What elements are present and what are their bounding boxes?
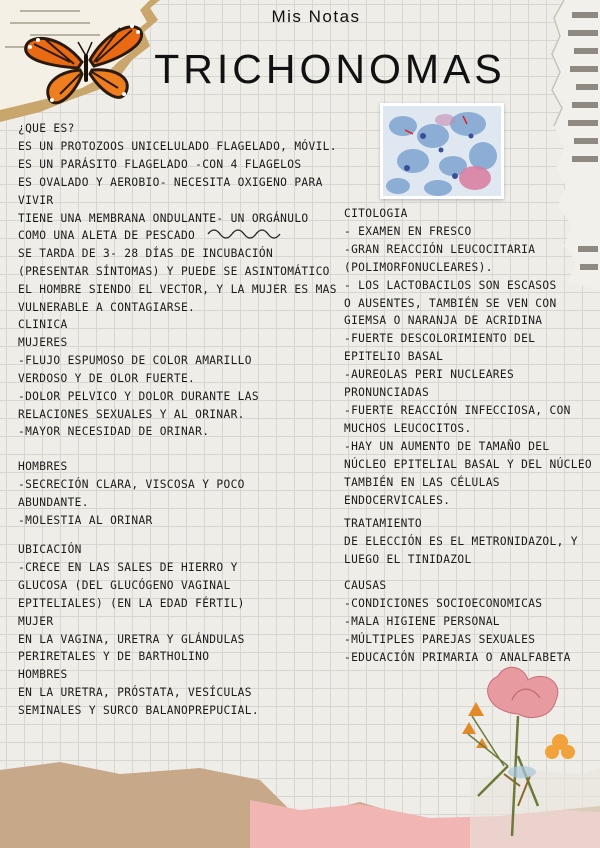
wave-doodle — [206, 226, 286, 240]
micrograph-photo — [383, 106, 501, 196]
causas-section: CAUSAS -CONDICIONES SOCIOECONOMICAS -MALA HIGIENE PERSONAL -MÚLTIPLES PAREJAS SEXUALES -EDUCACIÓN PRIMARIA O ANALFABETA — [344, 579, 571, 664]
page-subtitle: Mis Notas — [271, 7, 361, 26]
micrograph-image — [380, 103, 504, 199]
citologia-section: CITOLOGIA - EXAMEN EN FRESCO -GRAN REACCIÓN LEUCOCITARIA (POLIMORFONUCLEARES). - LOS LACTOBACILOS SON ESCASOS O AUSENTES, TAMBIÉN SE VEN CON GIEMSA O NARANJA DE ACRIDINA -FUERTE DESCOLORIMIENTO DEL EPITELIO BASAL -AUREOLAS PERI NUCLEARES PRONUNCIADAS -FUERTE REACCIÓN INFECCIOSA, CON MUCHOS LEUCOCITOS. -HAY UN AUMENTO DE TAMAÑO DEL NÚCLEO EPITELIAL BASAL Y DEL NÚCLEO TAMBIÉN EN LAS CÉLULAS ENDOCERVICALES. — [344, 207, 592, 507]
hombres-section: HOMBRES -SECRECIÓN CLARA, VISCOSA Y POCO ABUNDANTE. -MOLESTIA AL ORINAR — [18, 460, 245, 527]
ubicacion-section: UBICACIÓN -CRECE EN LAS SALES DE HIERRO Y GLUCOSA (DEL GLUCÓGENO VAGINAL EPITELIALES) (EN LA EDAD FÉRTIL) MUJER EN LA VAGINA, URETRA Y GLÁNDULAS PERIRETALES Y DE BARTHOLINO HOMBRES EN LA URETRA, PRÓSTATA, VESÍCULAS SEMINALES Y SURCO BALANOPREPUCIAL. — [18, 543, 259, 718]
tratamiento-section: TRATAMIENTO DE ELECCIÓN ES EL METRONIDAZOL, Y LUEGO EL TINIDAZOL — [344, 517, 578, 566]
clinica-section: CLINICA MUJERES -FLUJO ESPUMOSO DE COLOR AMARILLO VERDOSO Y DE OLOR FUERTE. -DOLOR PELVICO Y DOLOR DURANTE LAS RELACIONES SEXUALES Y AL ORINAR. -MAYOR NECESIDAD DE ORINAR. — [18, 318, 259, 439]
intro-section: ¿QUE ES? ES UN PROTOZOOS UNICELULADO FLAGELADO, MÓVIL. ES UN PARÁSITO FLAGELADO -CON 4 FLAGELOS ES OVALADO Y AEROBIO- NECESITA OXIGENO PARA VIVIR TIENE UNA MEMBRANA ONDULANTE- UN ORGÁNULO COMO UNA ALETA DE PESCADO SE TARDA DE 3- 28 DÍAS DE INCUBACIÓN (PRESENTAR SÍNTOMAS) Y PUEDE SE ASINTOMÁTICO EL HOMBRE SIENDO EL VECTOR, Y LA MUJER ES MAS VULNERABLE A CONTAGIARSE. — [18, 122, 337, 315]
flower-icon — [448, 656, 588, 836]
page-title: TRICHONOMAS — [154, 46, 506, 92]
